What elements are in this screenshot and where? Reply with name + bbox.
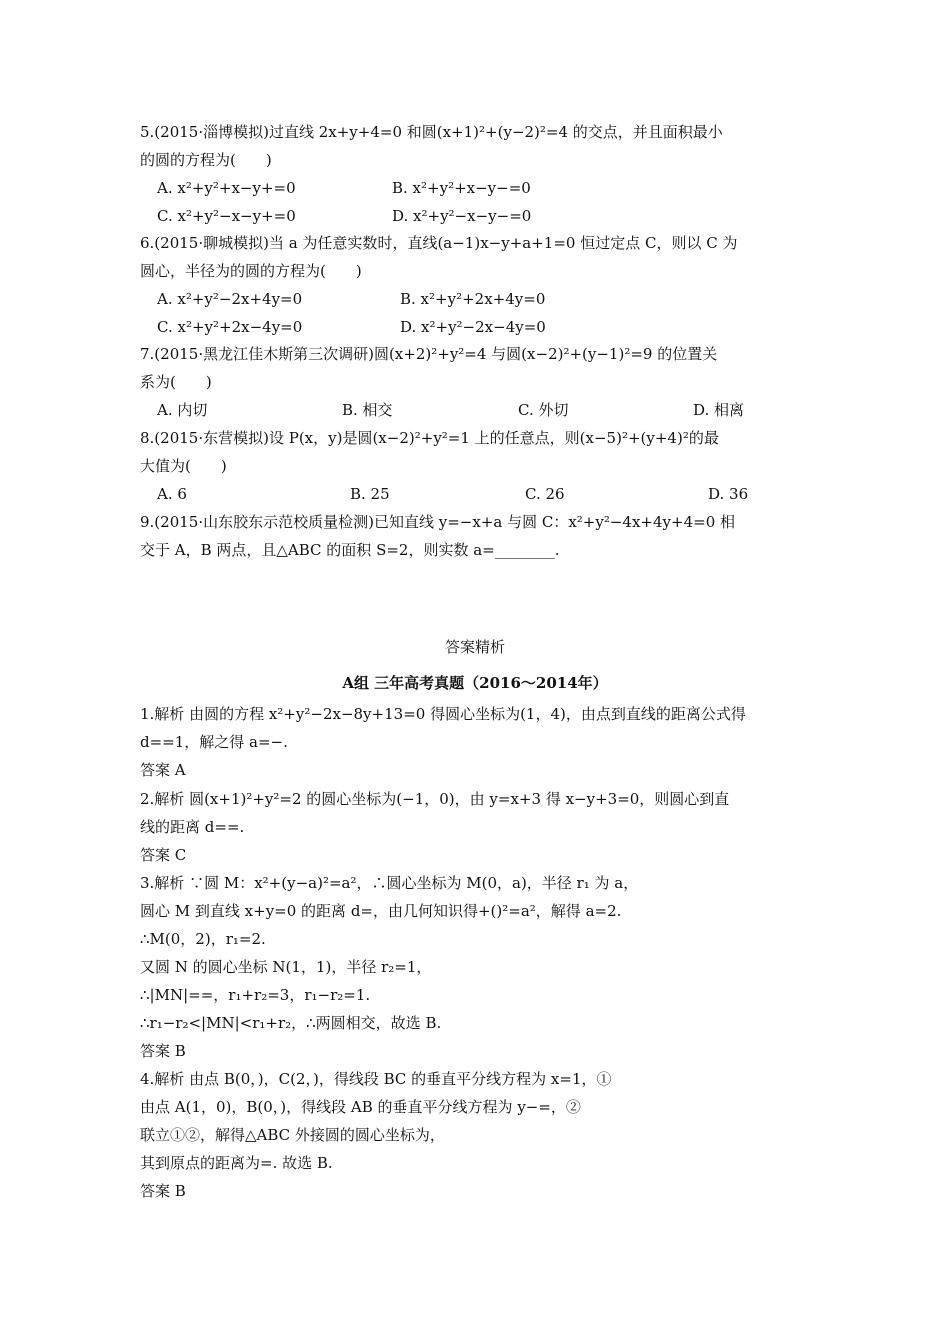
answer-line: 线的距离 d==. [140, 818, 245, 836]
question-6-option-c: C. x²+y²+2x−4y=0 [157, 318, 303, 336]
answer-line: ∴|MN|==，r₁+r₂=3，r₁−r₂=1. [140, 986, 371, 1004]
question-7-line-2: 系为( ) [140, 373, 212, 391]
group-title: A组 三年高考真题（2016～2014年） [342, 674, 608, 692]
answer-line: 答案 B [140, 1182, 186, 1200]
question-9-line-1: 9.(2015·山东胶东示范校质量检测)已知直线 y=−x+a 与圆 C：x²+y²−4x+4y+4=0 相 [140, 513, 735, 531]
answer-line: 其到原点的距离为=. 故选 B. [140, 1154, 333, 1172]
question-8-option-a: A. 6 [157, 485, 187, 503]
question-5-line-2: 的圆的方程为( ) [140, 151, 272, 169]
answer-line: d==1，解之得 a=−. [140, 733, 288, 751]
question-6-line-2: 圆心，半径为的圆的方程为( ) [140, 262, 362, 280]
answer-line: 由点 A(1，0)，B(0，)，得线段 AB 的垂直平分线方程为 y−=，② [140, 1098, 581, 1116]
question-6-option-d: D. x²+y²−2x−4y=0 [400, 318, 546, 336]
question-7-option-a: A. 内切 [157, 401, 208, 419]
question-8-line-2: 大值为( ) [140, 457, 227, 475]
answer-line: 圆心 M 到直线 x+y=0 的距离 d=，由几何知识得+()²=a²，解得 a=2. [140, 902, 622, 920]
question-5-option-d: D. x²+y²−x−y−=0 [392, 207, 532, 225]
answer-line: 答案 A [140, 761, 186, 779]
question-6-option-b: B. x²+y²+2x+4y=0 [400, 290, 546, 308]
answer-line: 答案 C [140, 846, 187, 864]
answers-title: 答案精析 [444, 638, 505, 656]
question-8-line-1: 8.(2015·东营模拟)设 P(x，y)是圆(x−2)²+y²=1 上的任意点，则(x−5)²+(y+4)²的最 [140, 429, 719, 447]
answer-line: 答案 B [140, 1042, 186, 1060]
answer-line: 4.解析 由点 B(0，)，C(2，)，得线段 BC 的垂直平分线方程为 x=1，① [140, 1070, 612, 1088]
question-5-option-c: C. x²+y²−x−y+=0 [157, 207, 296, 225]
answer-line: 3.解析 ∵圆 M：x²+(y−a)²=a²，∴圆心坐标为 M(0，a)，半径 r₁ 为 a， [140, 874, 639, 892]
question-7-option-d: D. 相离 [693, 401, 745, 419]
question-7-option-c: C. 外切 [518, 401, 569, 419]
answer-line: ∴r₁−r₂<|MN|<r₁+r₂，∴两圆相交，故选 B. [140, 1014, 442, 1032]
question-7-line-1: 7.(2015·黑龙江佳木斯第三次调研)圆(x+2)²+y²=4 与圆(x−2)²+(y−1)²=9 的位置关 [140, 345, 718, 363]
question-5-option-b: B. x²+y²+x−y−=0 [392, 179, 531, 197]
answer-line: 又圆 N 的圆心坐标 N(1，1)，半径 r₂=1， [140, 958, 432, 976]
question-9-line-2: 交于 A，B 两点，且△ABC 的面积 S=2，则实数 a=________. [140, 541, 560, 559]
question-6-line-1: 6.(2015·聊城模拟)当 a 为任意实数时，直线(a−1)x−y+a+1=0 恒过定点 C，则以 C 为 [140, 234, 738, 252]
question-6-option-a: A. x²+y²−2x+4y=0 [157, 290, 303, 308]
question-8-option-c: C. 26 [525, 485, 565, 503]
answer-line: 2.解析 圆(x+1)²+y²=2 的圆心坐标为(−1，0)，由 y=x+3 得 x−y+3=0，则圆心到直 [140, 790, 730, 808]
question-5-option-a: A. x²+y²+x−y+=0 [157, 179, 296, 197]
answer-line: ∴M(0，2)，r₁=2. [140, 930, 266, 948]
question-7-option-b: B. 相交 [342, 401, 393, 419]
question-8-option-b: B. 25 [350, 485, 390, 503]
question-8-option-d: D. 36 [708, 485, 749, 503]
answer-line: 1.解析 由圆的方程 x²+y²−2x−8y+13=0 得圆心坐标为(1，4)，由点到直线的距离公式得 [140, 705, 746, 723]
question-5-line-1: 5.(2015·淄博模拟)过直线 2x+y+4=0 和圆(x+1)²+(y−2)²=4 的交点，并且面积最小 [140, 123, 723, 141]
answer-line: 联立①②，解得△ABC 外接圆的圆心坐标为， [140, 1126, 445, 1144]
